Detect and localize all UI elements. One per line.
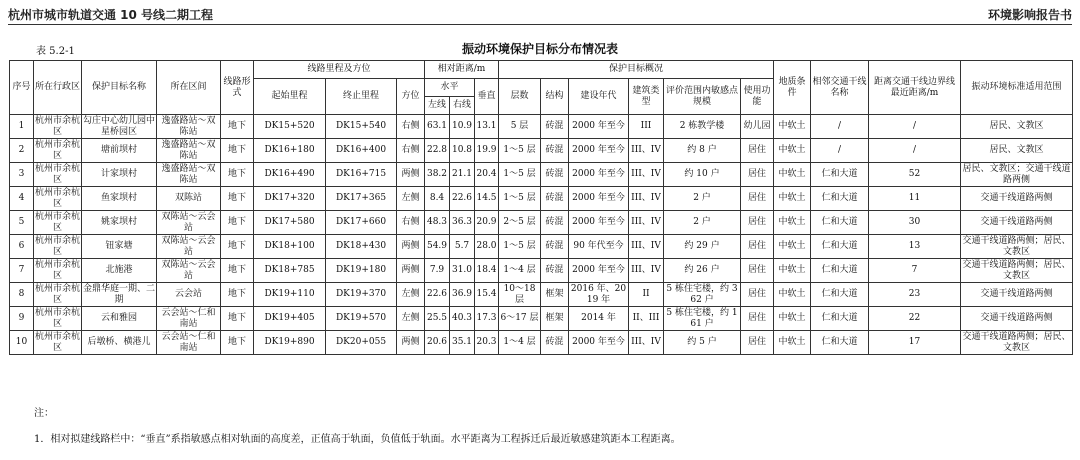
cell-district: 杭州市余杭区 — [35, 235, 81, 257]
col-district: 所在行政区 — [34, 61, 82, 115]
table-body — [10, 115, 1073, 355]
cell-road: 仁和大道 — [811, 331, 869, 355]
table-row — [10, 139, 1073, 163]
cell-form: 地下 — [221, 139, 254, 163]
cell-structure: 砖混 — [541, 187, 569, 211]
cell-start: DK16+180 — [254, 139, 326, 163]
cell-right: 10.9 — [450, 115, 475, 139]
table-number: 表 5.2-1 — [36, 46, 75, 57]
col-scale: 评价范围内敏感点规模 — [664, 79, 741, 115]
cell-geo: 中软土 — [774, 211, 811, 235]
cell-start: DK17+580 — [254, 211, 326, 235]
cell-road-dist: 30 — [869, 211, 961, 235]
cell-scale: 5 栋住宅楼，约 362 户 — [664, 283, 741, 307]
cell-floors: 10～18 层 — [499, 283, 541, 307]
cell-std: 居民、文教区 — [961, 115, 1073, 139]
cell-end: DK20+055 — [326, 331, 397, 355]
cell-btype: II — [629, 283, 664, 307]
cell-seq: 7 — [10, 259, 34, 283]
cell-structure: 砖混 — [541, 163, 569, 187]
cell-target: 云和雅园 — [82, 307, 157, 331]
cell-std: 交通干线道路两侧；居民、文教区 — [962, 331, 1071, 353]
cell-structure: 砖混 — [541, 259, 569, 283]
cell-end: DK15+540 — [326, 115, 397, 139]
cell-dir: 右侧 — [397, 115, 425, 139]
table-row — [10, 187, 1073, 211]
cell-seq: 4 — [10, 187, 34, 211]
cell-section: 双陈站 — [157, 187, 221, 211]
cell-right: 36.9 — [450, 283, 475, 307]
cell-scale: 约 26 户 — [664, 259, 741, 283]
cell-dir: 左侧 — [397, 187, 425, 211]
cell-structure: 框架 — [541, 283, 569, 307]
cell-year: 2000 年至今 — [569, 139, 629, 163]
cell-std: 交通干线道路两侧 — [961, 283, 1073, 307]
cell-district: 杭州市余杭区 — [35, 163, 81, 185]
col-structure: 结构 — [541, 79, 569, 115]
cell-geo: 中软土 — [774, 139, 811, 163]
cell-geo: 中软土 — [774, 163, 811, 187]
cell-use: 居住 — [741, 259, 774, 283]
cell-seq: 5 — [10, 211, 34, 235]
cell-btype: III、IV — [629, 235, 664, 259]
cell-structure: 砖混 — [541, 139, 569, 163]
cell-year: 2000 年至今 — [569, 331, 629, 355]
cell-section: 逸盛路站～双陈站 — [157, 115, 221, 139]
cell-year: 2000 年至今 — [569, 163, 629, 187]
cell-vert: 15.4 — [475, 283, 499, 307]
cell-left: 8.4 — [425, 187, 450, 211]
cell-district: 杭州市余杭区 — [35, 259, 81, 281]
cell-road-dist: 23 — [869, 283, 961, 307]
col-left: 左线 — [425, 97, 450, 115]
cell-right: 10.8 — [450, 139, 475, 163]
cell-geo: 中软土 — [774, 235, 811, 259]
cell-road: 仁和大道 — [811, 307, 869, 331]
cell-btype: III — [629, 115, 664, 139]
col-mileage-group: 线路里程及方位 — [254, 61, 425, 79]
report-type: 环境影响报告书 — [987, 8, 1072, 22]
cell-road: / — [811, 115, 869, 139]
cell-district: 杭州市余杭区 — [35, 307, 81, 329]
cell-floors: 1～5 层 — [499, 187, 541, 211]
cell-vert: 13.1 — [475, 115, 499, 139]
table-row — [10, 331, 1073, 355]
cell-std: 交通干线道路两侧；居民、文教区 — [962, 235, 1071, 257]
cell-right: 35.1 — [450, 331, 475, 355]
cell-vert: 20.9 — [475, 211, 499, 235]
cell-road: 仁和大道 — [811, 235, 869, 259]
cell-form: 地下 — [221, 163, 254, 187]
cell-year: 2000 年至今 — [569, 211, 629, 235]
table-row — [10, 115, 1073, 139]
cell-road: 仁和大道 — [811, 187, 869, 211]
cell-btype: III、IV — [629, 187, 664, 211]
cell-vert: 14.5 — [475, 187, 499, 211]
cell-form: 地下 — [221, 331, 254, 355]
col-geo: 地质条件 — [774, 61, 811, 115]
cell-road: 仁和大道 — [811, 211, 869, 235]
cell-start: DK18+785 — [254, 259, 326, 283]
cell-dir: 左侧 — [397, 307, 425, 331]
cell-btype: III、IV — [629, 163, 664, 187]
cell-start: DK16+490 — [254, 163, 326, 187]
cell-seq: 3 — [10, 163, 34, 187]
cell-std: 交通干线道路两侧 — [961, 187, 1073, 211]
table-row — [10, 235, 1073, 259]
cell-vert: 18.4 — [475, 259, 499, 283]
cell-use: 幼儿园 — [741, 115, 774, 139]
cell-road: 仁和大道 — [811, 259, 869, 283]
cell-year: 2016 年、2019 年 — [569, 283, 629, 307]
cell-left: 38.2 — [425, 163, 450, 187]
cell-btype: III、IV — [629, 259, 664, 283]
cell-btype: II、III — [629, 307, 664, 331]
cell-form: 地下 — [221, 307, 254, 331]
cell-structure: 砖混 — [541, 331, 569, 355]
cell-end: DK16+715 — [326, 163, 397, 187]
cell-district: 杭州市余杭区 — [35, 283, 81, 305]
cell-use: 居住 — [741, 187, 774, 211]
col-right: 右线 — [450, 97, 475, 115]
cell-year: 2014 年 — [569, 307, 629, 331]
cell-geo: 中软土 — [774, 307, 811, 331]
col-target: 保护目标名称 — [82, 61, 157, 115]
cell-start: DK15+520 — [254, 115, 326, 139]
cell-dir: 右侧 — [397, 211, 425, 235]
cell-start: DK18+100 — [254, 235, 326, 259]
cell-structure: 框架 — [541, 307, 569, 331]
cell-geo: 中软土 — [774, 331, 811, 355]
cell-seq: 2 — [10, 139, 34, 163]
cell-start: DK19+890 — [254, 331, 326, 355]
note-1: 1．相对拟建线路栏中：“垂直”系指敏感点相对轨面的高度差，正值高于轨面，负值低于轨面。水平距离为工程拆迁后最近敏感建筑距本工程距离。 — [34, 434, 681, 445]
cell-year: 2000 年至今 — [569, 187, 629, 211]
cell-end: DK19+570 — [326, 307, 397, 331]
cell-end: DK16+400 — [326, 139, 397, 163]
table-row — [10, 283, 1073, 307]
col-road: 相邻交通干线名称 — [811, 61, 869, 115]
cell-section: 云会站 — [157, 283, 221, 307]
cell-left: 22.6 — [425, 283, 450, 307]
cell-dir: 两侧 — [397, 331, 425, 355]
cell-structure: 砖混 — [541, 235, 569, 259]
col-vert: 垂直 — [475, 79, 499, 115]
cell-dir: 两侧 — [397, 259, 425, 283]
cell-left: 22.8 — [425, 139, 450, 163]
cell-year: 2000 年至今 — [569, 115, 629, 139]
cell-use: 居住 — [741, 283, 774, 307]
col-dir: 方位 — [397, 79, 425, 115]
cell-scale: 约 8 户 — [664, 139, 741, 163]
cell-form: 地下 — [221, 187, 254, 211]
cell-target: 姚家坝村 — [82, 211, 157, 235]
cell-form: 地下 — [221, 235, 254, 259]
cell-road-dist: 17 — [869, 331, 961, 355]
cell-vert: 28.0 — [475, 235, 499, 259]
cell-seq: 8 — [10, 283, 34, 307]
cell-end: DK17+660 — [326, 211, 397, 235]
cell-start: DK19+405 — [254, 307, 326, 331]
cell-form: 地下 — [221, 115, 254, 139]
cell-floors: 1～4 层 — [499, 259, 541, 283]
col-form: 线路形式 — [221, 61, 254, 115]
cell-floors: 6～17 层 — [499, 307, 541, 331]
cell-road: 仁和大道 — [811, 283, 869, 307]
cell-road-dist: / — [869, 115, 961, 139]
cell-std: 居民、文教区 — [961, 139, 1073, 163]
col-end: 终止里程 — [326, 79, 397, 115]
cell-form: 地下 — [221, 259, 254, 283]
cell-geo: 中软土 — [774, 283, 811, 307]
cell-right: 31.0 — [450, 259, 475, 283]
cell-right: 21.1 — [450, 163, 475, 187]
cell-road-dist: 22 — [869, 307, 961, 331]
col-floors: 层数 — [499, 79, 541, 115]
cell-scale: 5 栋住宅楼，约 161 户 — [664, 307, 741, 331]
cell-geo: 中软土 — [774, 259, 811, 283]
cell-left: 7.9 — [425, 259, 450, 283]
table-row — [10, 307, 1073, 331]
cell-btype: III、IV — [629, 211, 664, 235]
cell-right: 22.6 — [450, 187, 475, 211]
cell-end: DK17+365 — [326, 187, 397, 211]
cell-left: 20.6 — [425, 331, 450, 355]
col-road-dist: 距离交通干线边界线最近距离/m — [869, 61, 961, 115]
cell-seq: 9 — [10, 307, 34, 331]
cell-right: 36.3 — [450, 211, 475, 235]
cell-structure: 砖混 — [541, 115, 569, 139]
cell-year: 90 年代至今 — [569, 235, 629, 259]
cell-use: 居住 — [741, 211, 774, 235]
cell-right: 40.3 — [450, 307, 475, 331]
cell-section: 双陈站～云会站 — [157, 259, 221, 283]
cell-geo: 中软土 — [774, 187, 811, 211]
header-rule — [8, 24, 1072, 25]
col-horiz: 水平 — [425, 79, 475, 97]
cell-scale: 2 户 — [664, 211, 741, 235]
col-btype: 建筑类型 — [629, 79, 664, 115]
cell-target: 塘前坝村 — [82, 139, 157, 163]
cell-start: DK17+320 — [254, 187, 326, 211]
cell-road-dist: 13 — [869, 235, 961, 259]
cell-use: 居住 — [741, 235, 774, 259]
cell-left: 63.1 — [425, 115, 450, 139]
cell-use: 居住 — [741, 307, 774, 331]
cell-geo: 中软土 — [774, 115, 811, 139]
cell-floors: 2～5 层 — [499, 211, 541, 235]
cell-section: 云会站～仁和南站 — [157, 331, 221, 355]
cell-target: 鱼家坝村 — [82, 187, 157, 211]
table-row — [10, 163, 1073, 187]
cell-form: 地下 — [221, 283, 254, 307]
cell-road-dist: 7 — [869, 259, 961, 283]
table-title: 振动环境保护目标分布情况表 — [461, 42, 618, 56]
cell-section: 双陈站～云会站 — [157, 211, 221, 235]
cell-btype: III、IV — [629, 139, 664, 163]
cell-std: 交通干线道路两侧 — [961, 307, 1073, 331]
col-year: 建设年代 — [569, 79, 629, 115]
cell-std: 交通干线道路两侧；居民、文教区 — [962, 259, 1071, 281]
cell-use: 居住 — [741, 331, 774, 355]
cell-dir: 右侧 — [397, 139, 425, 163]
cell-district: 杭州市余杭区 — [35, 211, 81, 233]
cell-start: DK19+110 — [254, 283, 326, 307]
cell-seq: 6 — [10, 235, 34, 259]
cell-scale: 约 10 户 — [664, 163, 741, 187]
cell-dir: 两侧 — [397, 163, 425, 187]
cell-road-dist: / — [869, 139, 961, 163]
cell-form: 地下 — [221, 211, 254, 235]
col-use: 使用功能 — [741, 79, 774, 115]
col-seq: 序号 — [10, 61, 34, 115]
cell-floors: 1～4 层 — [499, 331, 541, 355]
col-start: 起始里程 — [254, 79, 326, 115]
cell-floors: 1～5 层 — [499, 235, 541, 259]
cell-end: DK18+430 — [326, 235, 397, 259]
cell-left: 48.3 — [425, 211, 450, 235]
cell-road-dist: 52 — [869, 163, 961, 187]
notes-label: 注： — [34, 408, 54, 419]
cell-district: 杭州市余杭区 — [35, 187, 81, 209]
cell-seq: 10 — [10, 331, 34, 355]
cell-floors: 1～5 层 — [499, 139, 541, 163]
cell-section: 逸盛路站～双陈站 — [157, 139, 221, 163]
cell-district: 杭州市余杭区 — [35, 139, 81, 161]
cell-vert: 19.9 — [475, 139, 499, 163]
cell-end: DK19+180 — [326, 259, 397, 283]
cell-left: 25.5 — [425, 307, 450, 331]
cell-left: 54.9 — [425, 235, 450, 259]
col-std: 振动环境标准适用范围 — [961, 61, 1073, 115]
cell-road-dist: 11 — [869, 187, 961, 211]
cell-target: 计家坝村 — [82, 163, 157, 187]
cell-section: 逸盛路站～双陈站 — [157, 163, 221, 187]
cell-target: 钮家塘 — [82, 235, 157, 259]
cell-scale: 2 户 — [664, 187, 741, 211]
cell-floors: 5 层 — [499, 115, 541, 139]
col-overview-group: 保护目标概况 — [499, 61, 774, 79]
cell-year: 2000 年至今 — [569, 259, 629, 283]
cell-section: 云会站～仁和南站 — [157, 307, 221, 331]
cell-target: 金鼎华庭一期、二期 — [83, 283, 156, 305]
cell-vert: 20.3 — [475, 331, 499, 355]
cell-vert: 20.4 — [475, 163, 499, 187]
cell-std: 交通干线道路两侧 — [961, 211, 1073, 235]
cell-dir: 两侧 — [397, 235, 425, 259]
cell-district: 杭州市余杭区 — [35, 331, 81, 353]
cell-scale: 约 5 户 — [664, 331, 741, 355]
cell-target: 北施港 — [82, 259, 157, 283]
cell-structure: 砖混 — [541, 211, 569, 235]
table-row — [10, 259, 1073, 283]
cell-target: 后墩桥、横港儿 — [82, 331, 157, 355]
cell-use: 居住 — [741, 163, 774, 187]
col-section: 所在区间 — [157, 61, 221, 115]
col-rel-group: 相对距离/m — [425, 61, 499, 79]
cell-seq: 1 — [10, 115, 34, 139]
cell-target: 勾庄中心幼儿园中星桥园区 — [83, 115, 156, 137]
cell-district: 杭州市余杭区 — [35, 115, 81, 137]
cell-scale: 约 29 户 — [664, 235, 741, 259]
cell-scale: 2 栋教学楼 — [664, 115, 741, 139]
cell-use: 居住 — [741, 139, 774, 163]
cell-dir: 左侧 — [397, 283, 425, 307]
vibration-targets-table — [9, 60, 1073, 355]
cell-std: 居民、文教区；交通干线道路两侧 — [962, 163, 1071, 185]
cell-vert: 17.3 — [475, 307, 499, 331]
cell-floors: 1～5 层 — [499, 163, 541, 187]
cell-btype: III、IV — [629, 331, 664, 355]
project-title: 杭州市城市轨道交通 10 号线二期工程 — [8, 8, 214, 22]
cell-section: 双陈站～云会站 — [157, 235, 221, 259]
cell-end: DK19+370 — [326, 283, 397, 307]
cell-right: 5.7 — [450, 235, 475, 259]
table-row — [10, 211, 1073, 235]
cell-road: / — [811, 139, 869, 163]
cell-road: 仁和大道 — [811, 163, 869, 187]
page-header — [8, 6, 1072, 24]
